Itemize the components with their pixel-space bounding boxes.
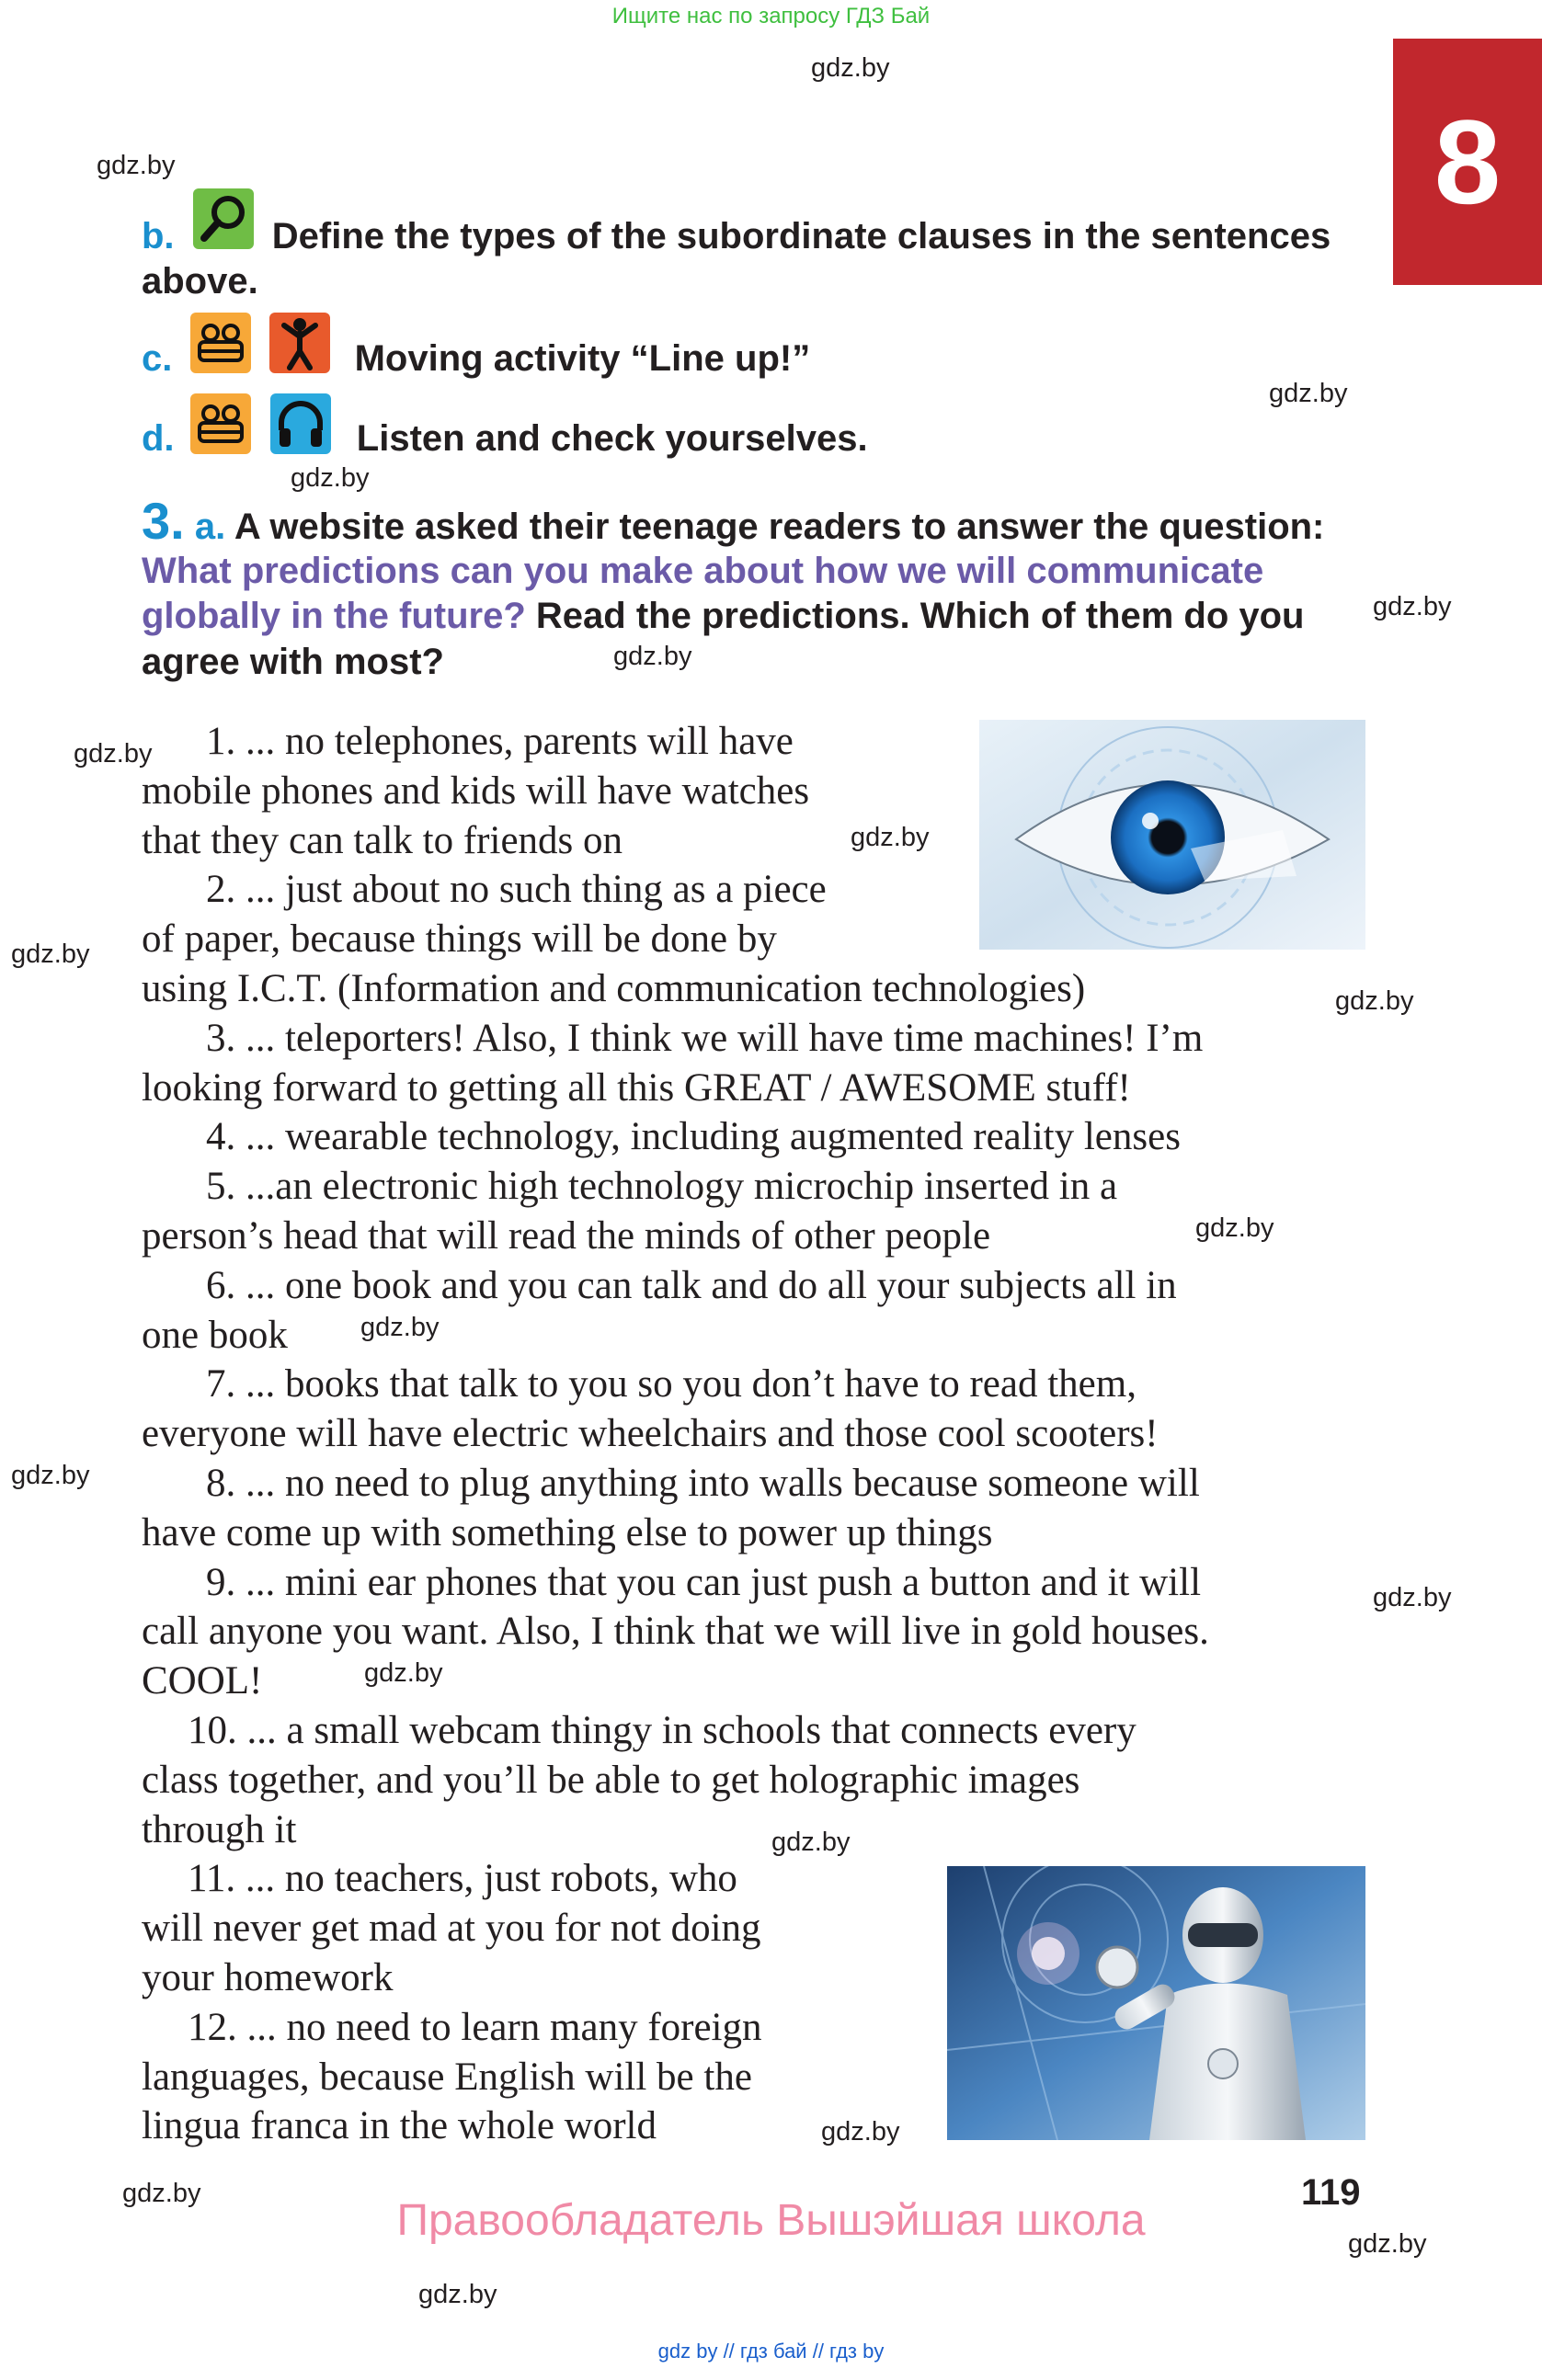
prediction-line: 12. ... no need to learn many foreign <box>188 2005 762 2049</box>
prediction-line: everyone will have electric wheelchairs and those cool scooters! <box>142 1412 1159 1456</box>
prediction-line: 11. ... no teachers, just robots, who <box>188 1857 737 1901</box>
watermark: gdz.by <box>364 1658 443 1688</box>
prediction-line: 2. ... just about no such thing as a piece <box>206 868 827 912</box>
exercise-instruction-end: agree with most? <box>142 642 444 682</box>
prediction-line: 6. ... one book and you can talk and do all your subjects all in <box>206 1263 1177 1307</box>
prediction-line: have come up with something else to power up things <box>142 1510 993 1554</box>
exercise-instruction: A website asked their teenage readers to answer the question: <box>234 507 1325 547</box>
watermark: gdz.by <box>97 151 176 180</box>
copyright: Правообладатель Вышэйшая школа <box>396 2196 1146 2245</box>
task-c-letter: c. <box>142 338 173 379</box>
prediction-line: COOL! <box>142 1659 263 1703</box>
prediction-line: 10. ... a small webcam thingy in schools that connects every <box>188 1708 1137 1752</box>
prediction-line: mobile phones and kids will have watches <box>142 769 810 813</box>
prediction-line: that they can talk to friends on <box>142 818 623 862</box>
exercise-question-part2: globally in the future? <box>142 596 526 636</box>
watermark: gdz.by <box>1373 1583 1452 1612</box>
prediction-line: class together, and you’ll be able to get holographic images <box>142 1758 1080 1802</box>
task-d-letter: d. <box>142 418 175 459</box>
watermark: gdz.by <box>613 642 692 671</box>
watermark: gdz.by <box>851 823 930 852</box>
task-b <box>142 213 1365 259</box>
prediction-line: one book <box>142 1313 288 1357</box>
prediction-line: through it <box>142 1807 297 1851</box>
prediction-line: looking forward to getting all this GREAT / AWESOME stuff! <box>142 1065 1131 1110</box>
prediction-line: your homework <box>142 1955 394 1999</box>
watermark: gdz.by <box>1269 379 1348 408</box>
prediction-line: 1. ... no telephones, parents will have <box>206 720 794 763</box>
task-c <box>142 336 1365 381</box>
section-tab: 8 <box>1393 39 1542 285</box>
watermark: gdz.by <box>74 739 153 769</box>
prediction-line: using I.C.T. (Information and communication technologies) <box>142 966 1086 1010</box>
prediction-line: 4. ... wearable technology, including augmented reality lenses <box>206 1115 1181 1159</box>
task-d-text: Listen and check yourselves. <box>356 418 868 459</box>
watermark: gdz.by <box>360 1313 440 1342</box>
exercise-3-line3 <box>142 593 1365 639</box>
task-d <box>142 416 1365 461</box>
task-b-text: Define the types of the subordinate clauses in the sentences <box>271 216 1331 256</box>
watermark: gdz.by <box>821 2117 900 2147</box>
exercise-3-line1 <box>142 492 1365 550</box>
task-b-text-continued: above. <box>142 261 258 302</box>
prediction-line: 3. ... teleporters! Also, I think we will have time machines! I’m <box>206 1016 1204 1060</box>
exercise-instruction-read: Read the predictions. Which of them do you <box>535 596 1305 636</box>
page-number: 119 <box>1301 2172 1361 2213</box>
watermark: gdz.by <box>771 1828 851 1857</box>
exercise-letter: a. <box>194 507 226 547</box>
watermark: gdz.by <box>1348 2229 1427 2259</box>
watermark: gdz.by <box>291 463 370 493</box>
prediction-line: lingua franca in the whole world <box>142 2104 657 2148</box>
prediction-line: call anyone you want. Also, I think that we will live in gold houses. <box>142 1610 1209 1654</box>
robot-image <box>947 1866 1365 2140</box>
watermark: gdz.by <box>1335 986 1414 1016</box>
prediction-line: person’s head that will read the minds of other people <box>142 1213 991 1258</box>
watermark: gdz.by <box>11 1461 90 1490</box>
watermark: gdz.by <box>11 939 90 969</box>
task-c-text: Moving activity “Line up!” <box>354 338 811 379</box>
exercise-question-part1: What predictions can you make about how we will communicate <box>142 551 1264 591</box>
prediction-line: of paper, because things will be done by <box>142 917 777 962</box>
prediction-line: 7. ... books that talk to you so you don’t have to read them, <box>206 1362 1137 1406</box>
watermark: gdz.by <box>1373 592 1452 621</box>
watermark: gdz.by <box>1195 1213 1274 1243</box>
prediction-line: 9. ... mini ear phones that you can just push a button and it will <box>206 1560 1202 1604</box>
watermark: gdz.by <box>122 2179 201 2208</box>
bottom-links[interactable]: gdz by // гдз бай // гдз by <box>657 2340 885 2363</box>
prediction-line: 5. ...an electronic high technology microchip inserted in a <box>206 1165 1118 1209</box>
search-hint: Ищите нас по запросу ГДЗ Бай <box>611 4 931 28</box>
prediction-line: 8. ... no need to plug anything into walls because someone will <box>206 1461 1200 1505</box>
prediction-line: will never get mad at you for not doing <box>142 1907 761 1951</box>
task-b-letter: b. <box>142 216 175 256</box>
exercise-number: 3. <box>142 492 185 550</box>
prediction-line: languages, because English will be the <box>142 2055 752 2099</box>
watermark: gdz.by <box>418 2280 497 2309</box>
watermark: gdz.by <box>811 53 890 83</box>
